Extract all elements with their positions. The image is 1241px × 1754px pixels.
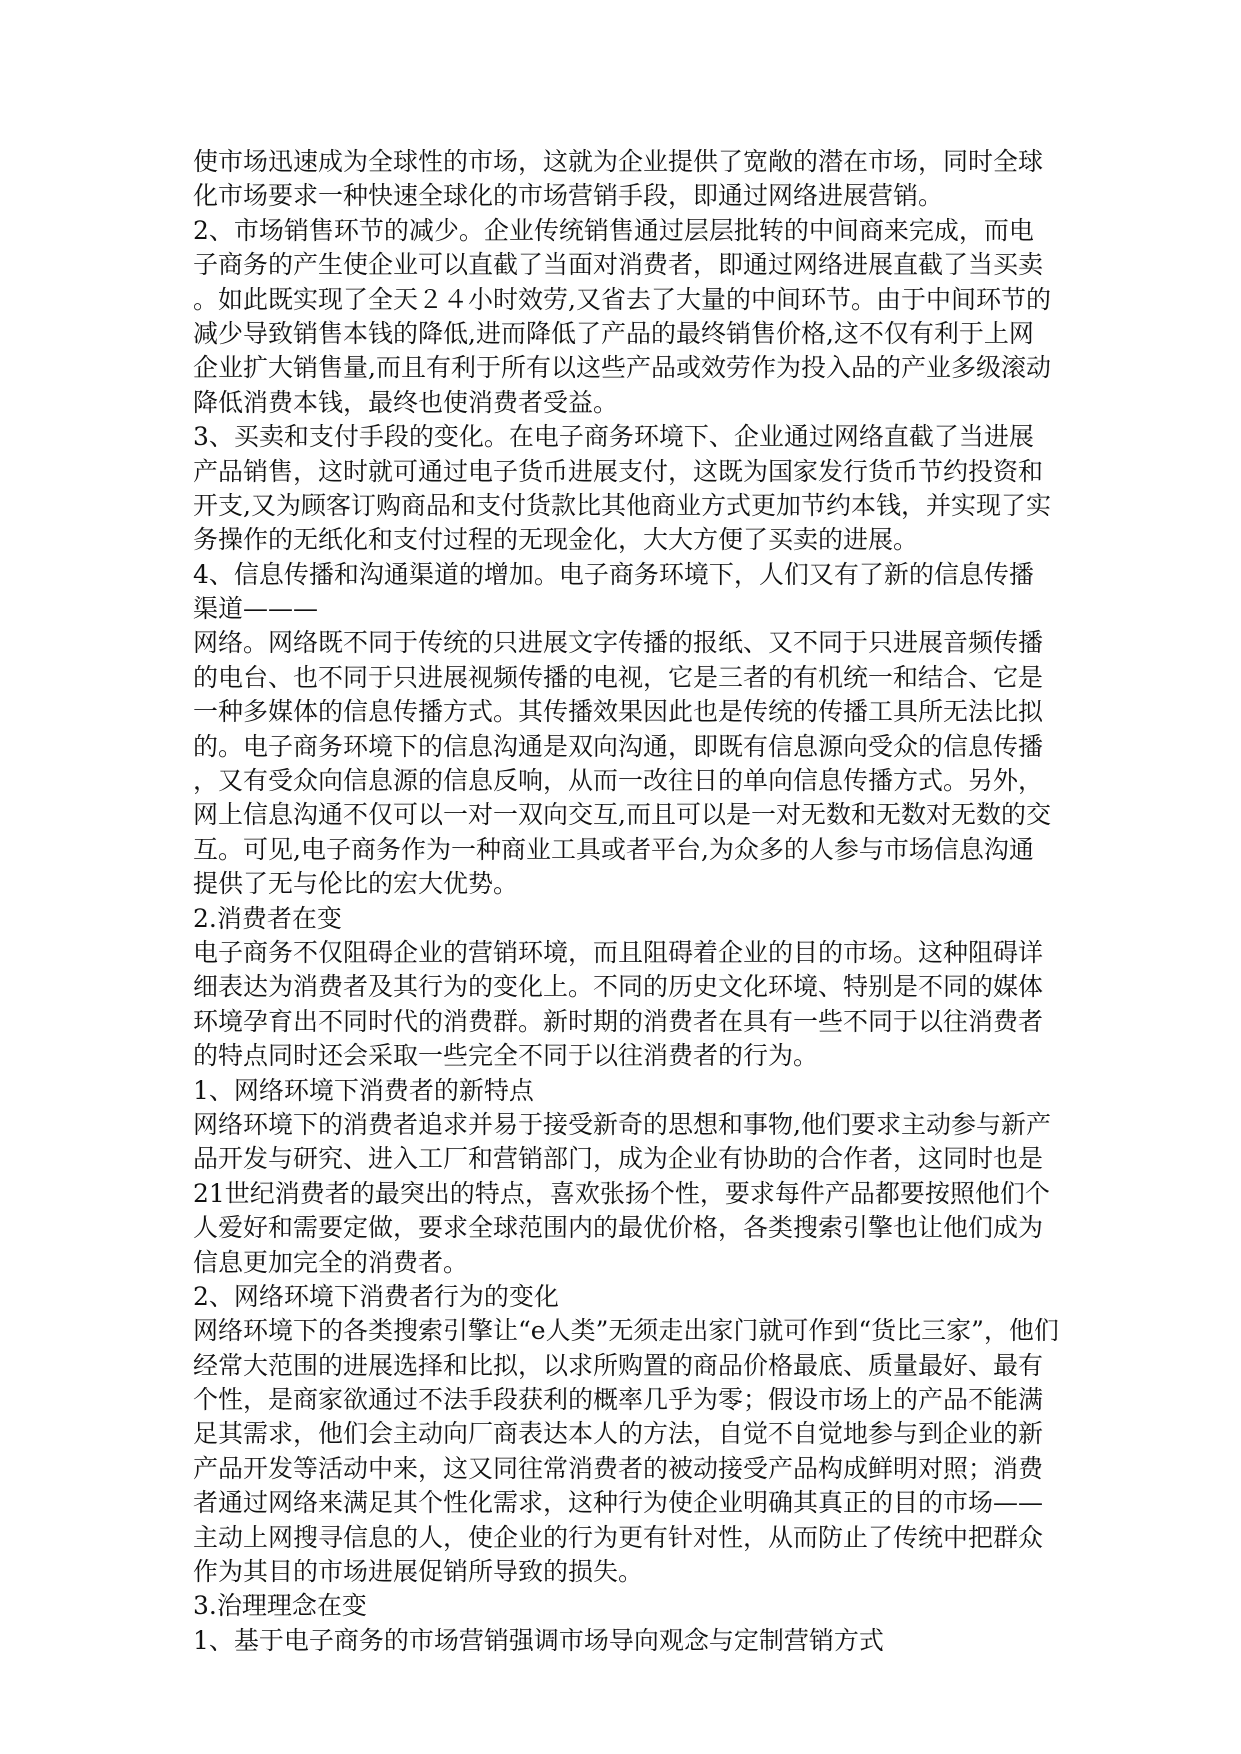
text-line: 细表达为消费者及其行为的变化上。不同的历史文化环境、特别是不同的媒体: [193, 972, 1044, 1002]
text-line: 渠道———: [193, 594, 319, 624]
body-text: [193, 145, 1073, 1658]
text-line: 电子商务不仅阻碍企业的营销环境，而且阻碍着企业的目的市场。这种阻碍详: [193, 937, 1044, 967]
text-line: 信息更加完全的消费者。: [193, 1247, 469, 1277]
text-line: 经常大范围的进展选择和比拟，以求所购置的商品价格最底、质量最好、最有: [193, 1350, 1044, 1380]
text-line: 产品开发等活动中来，这又同往常消费者的被动接受产品构成鲜明对照；消费: [193, 1453, 1044, 1483]
text-line: ，又有受众向信息源的信息反响，从而一改往日的单向信息传播方式。另外，: [193, 766, 1044, 796]
text-line: 务操作的无纸化和支付过程的无现金化，大大方便了买卖的进展。: [193, 525, 919, 555]
text-line: 网上信息沟通不仅可以一对一双向交互,而且可以是一对无数和无数对无数的交: [193, 800, 1051, 830]
subsection-heading: 1、基于电子商务的市场营销强调市场导向观念与定制营销方式: [193, 1625, 884, 1655]
text-line: 品开发与研究、进入工厂和营销部门，成为企业有协助的合作者，这同时也是: [193, 1144, 1044, 1174]
text-line: 4、信息传播和沟通渠道的增加。电子商务环境下，人们又有了新的信息传播: [193, 559, 1034, 589]
text-line: 3、买卖和支付手段的变化。在电子商务环境下、企业通过网络直截了当进展: [193, 422, 1034, 452]
text-line: 的特点同时还会采取一些完全不同于以往消费者的行为。: [193, 1041, 819, 1071]
text-line: 子商务的产生使企业可以直截了当面对消费者，即通过网络进展直截了当买卖: [193, 250, 1044, 280]
text-line: 环境孕育出不同时代的消费群。新时期的消费者在具有一些不同于以往消费者: [193, 1006, 1044, 1036]
text-line: 化市场要求一种快速全球化的市场营销手段，即通过网络进展营销。: [193, 181, 944, 211]
text-line: 减少导致销售本钱的降低,进而降低了产品的最终销售价格,这不仅有利于上网: [193, 318, 1034, 348]
text-line: 开支,又为顾客订购商品和支付货款比其他商业方式更加节约本钱，并实现了实: [193, 490, 1051, 520]
text-line: 降低消费本钱，最终也使消费者受益。: [193, 387, 619, 417]
text-line: 者通过网络来满足其个性化需求，这种行为使企业明确其真正的目的市场——: [193, 1488, 1044, 1518]
section-heading: 3.治理理念在变: [193, 1591, 367, 1621]
text-line: 。如此既实现了全天２４小时效劳,又省去了大量的中间环节。由于中间环节的: [193, 284, 1051, 314]
text-line: 作为其目的市场进展促销所导致的损失。: [193, 1557, 644, 1587]
text-line: 主动上网搜寻信息的人，使企业的行为更有针对性，从而防止了传统中把群众: [193, 1522, 1044, 1552]
text-line: 使市场迅速成为全球性的市场，这就为企业提供了宽敞的潜在市场，同时全球: [193, 147, 1044, 176]
text-line: 一种多媒体的信息传播方式。其传播效果因此也是传统的传播工具所无法比拟: [193, 697, 1044, 727]
section-heading: 2.消费者在变: [193, 903, 342, 933]
text-line: 人爱好和需要定做，要求全球范围内的最优价格，各类搜索引擎也让他们成为: [193, 1213, 1044, 1243]
text-line: 2、市场销售环节的减少。企业传统销售通过层层批转的中间商来完成，而电: [193, 215, 1034, 245]
text-line: 提供了无与伦比的宏大优势。: [193, 869, 519, 899]
text-line: 个性，是商家欲通过不法手段获利的概率几乎为零；假设市场上的产品不能满: [193, 1385, 1044, 1415]
text-line: 互。可见,电子商务作为一种商业工具或者平台,为众多的人参与市场信息沟通: [193, 834, 1034, 864]
text-line: 企业扩大销售量,而且有利于所有以这些产品或效劳作为投入品的产业多级滚动: [193, 353, 1051, 383]
text-line: 网络环境下的各类搜索引擎让“e人类”无须走出家门就可作到“货比三家”，他们: [193, 1316, 1059, 1346]
text-line: 产品销售，这时就可通过电子货币进展支付，这既为国家发行货币节约投资和: [193, 456, 1044, 486]
text-line: 网络环境下的消费者追求并易于接受新奇的思想和事物,他们要求主动参与新产: [193, 1109, 1051, 1139]
subsection-heading: 1、网络环境下消费者的新特点: [193, 1075, 534, 1105]
text-line: 的。电子商务环境下的信息沟通是双向沟通，即既有信息源向受众的信息传播: [193, 731, 1044, 761]
text-line: 21世纪消费者的最突出的特点，喜欢张扬个性，要求每件产品都要按照他们个: [193, 1178, 1050, 1208]
text-line: 网络。网络既不同于传统的只进展文字传播的报纸、又不同于只进展音频传播: [193, 628, 1044, 658]
text-line: 的电台、也不同于只进展视频传播的电视，它是三者的有机统一和结合、它是: [193, 662, 1044, 692]
subsection-heading: 2、网络环境下消费者行为的变化: [193, 1281, 559, 1311]
text-line: 足其需求，他们会主动向厂商表达本人的方法，自觉不自觉地参与到企业的新: [193, 1419, 1044, 1449]
